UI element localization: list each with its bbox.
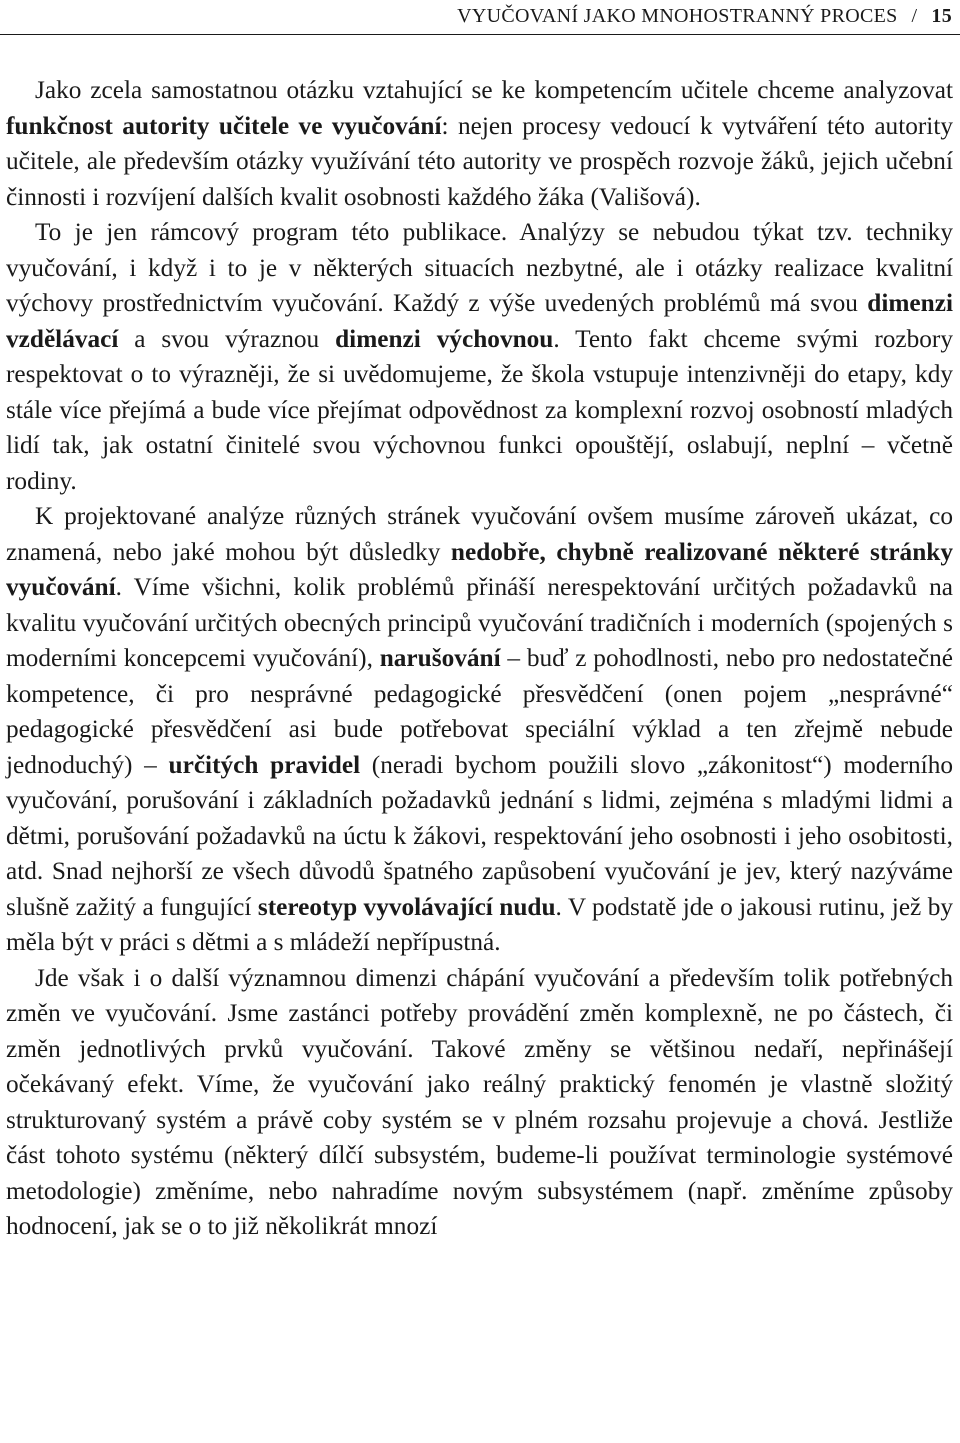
paragraph — [6, 73, 953, 215]
bold-phrase: funkčnost autority učitele ve vyučování — [6, 111, 442, 140]
text-run: . Tento fakt chceme svými rozbory respektovat o to výrazněji, že si uvědomujeme, že škola vstupuje intenzivněji do etapy, kdy stále více přejímá a bude více přejímat odpovědnost za komplexní rozvoj osobností mladých lidí tak, jak ostatní činitelé svou výchovnou funkci opouštějí, oslabují, neplní – včetně rodiny. — [6, 324, 954, 495]
text-run: – buď z pohodlnosti, nebo pro nedostatečné kompetence, či pro nesprávné pedagogické přesvědčení (onen pojem „nesprávné“ pedagogické přesvědčení asi bude potřebovat speciální výklad a ten zřejmě nebude jednoduchý) – — [6, 644, 953, 779]
text-run: (neradi bychom použili slovo „zákonitost“) moderního vyučování, porušování i základních požadavků jednání s lidmi, zejména s mladými lidmi a dětmi, porušování požadavků na úctu k žákovi, respektování jeho osobnosti i jeho osobitosti, atd. Snad nejhorší ze všech důvodů špatného zapůsobení vyučování je jev, který nazýváme slušně zažitý a fungující — [6, 750, 953, 921]
text-run: To je jen rámcový program této publikace. Analýzy se nebudou týkat tzv. techniky vyučování, i když i to je v některých situacích nezbytné, ale i otázky realizace kvalitní výchovy prostřednictvím vyučování. Každý z výše uvedených problémů má svou — [6, 218, 953, 317]
bold-phrase: dimenzi výchovnou — [335, 324, 554, 353]
text-run: . Víme všichni, kolik problémů přináší nerespektování určitých požadavků na kvalitu vyučování určitých obecných principů vyučování tradičních i moderních (spojených s moderními koncepcemi vyučování), — [6, 573, 953, 672]
text-run: . V podstatě jde o jakousi rutinu, jež by měla být v práci s dětmi a s mládeží nepřípustná. — [6, 892, 953, 956]
running-title: VYUČOVANÍ JAKO MNOHOSTRANNÝ PROCES — [457, 5, 898, 27]
text-run: Jde však i o další významnou dimenzi chápání vyučování a především tolik potřebných změn ve vyučování. Jsme zastánci potřeby provádění změn komplexně, ne po částech, či změn jednotlivých prvků vyučování. Takové změny se většinou nedaří, nepřinášejí očekávaný efekt. Víme, že vyučování jako reálný praktický fenomén je vlastně složitý strukturovaný systém a právě coby systém se v plném rozsahu projevuje a chová. Jestliže část tohoto systému (některý dílčí subsystém, budeme-li používat terminologie systémové metodologie) změníme, nebo nahradíme novým subsystémem (např. změníme způsoby hodnocení, jak se o to již několikrát mnozí — [6, 963, 953, 1240]
header-text — [457, 5, 952, 28]
header-rule — [0, 34, 960, 35]
text-run: : nejen procesy vedoucí k vytváření této autority učitele, ale především otázky využívání této autority ve prospěch rozvoje žáků, jejich učební činnosti i rozvíjení dalších kvalit osobnosti každého žáka (Vališová). — [6, 111, 954, 211]
bold-phrase: určitých pravidel — [168, 750, 361, 779]
body-text — [6, 73, 953, 1245]
bold-phrase: stereotyp vyvolávající nudu — [257, 892, 556, 921]
bold-phrase: narušování — [379, 644, 501, 672]
running-header — [0, 0, 960, 34]
paragraph — [6, 961, 953, 1245]
header-separator: / — [911, 5, 918, 27]
text-run: Jako zcela samostatnou otázku vztahující se ke kompetencím učitele chceme analyzovat — [35, 76, 953, 104]
bold-phrase: nedobře, chybně realizované některé stránky vyučování — [6, 537, 953, 601]
paragraph — [6, 499, 953, 961]
page-number: 15 — [931, 5, 952, 27]
bold-phrase: dimenzi vzdělávací — [6, 289, 953, 353]
text-run: a svou výraznou — [118, 324, 336, 353]
text-run: K projektované analýze různých stránek vyučování ovšem musíme zároveň ukázat, co znamená, nebo jaké mohou být důsledky — [6, 502, 953, 566]
paragraph — [6, 215, 953, 499]
